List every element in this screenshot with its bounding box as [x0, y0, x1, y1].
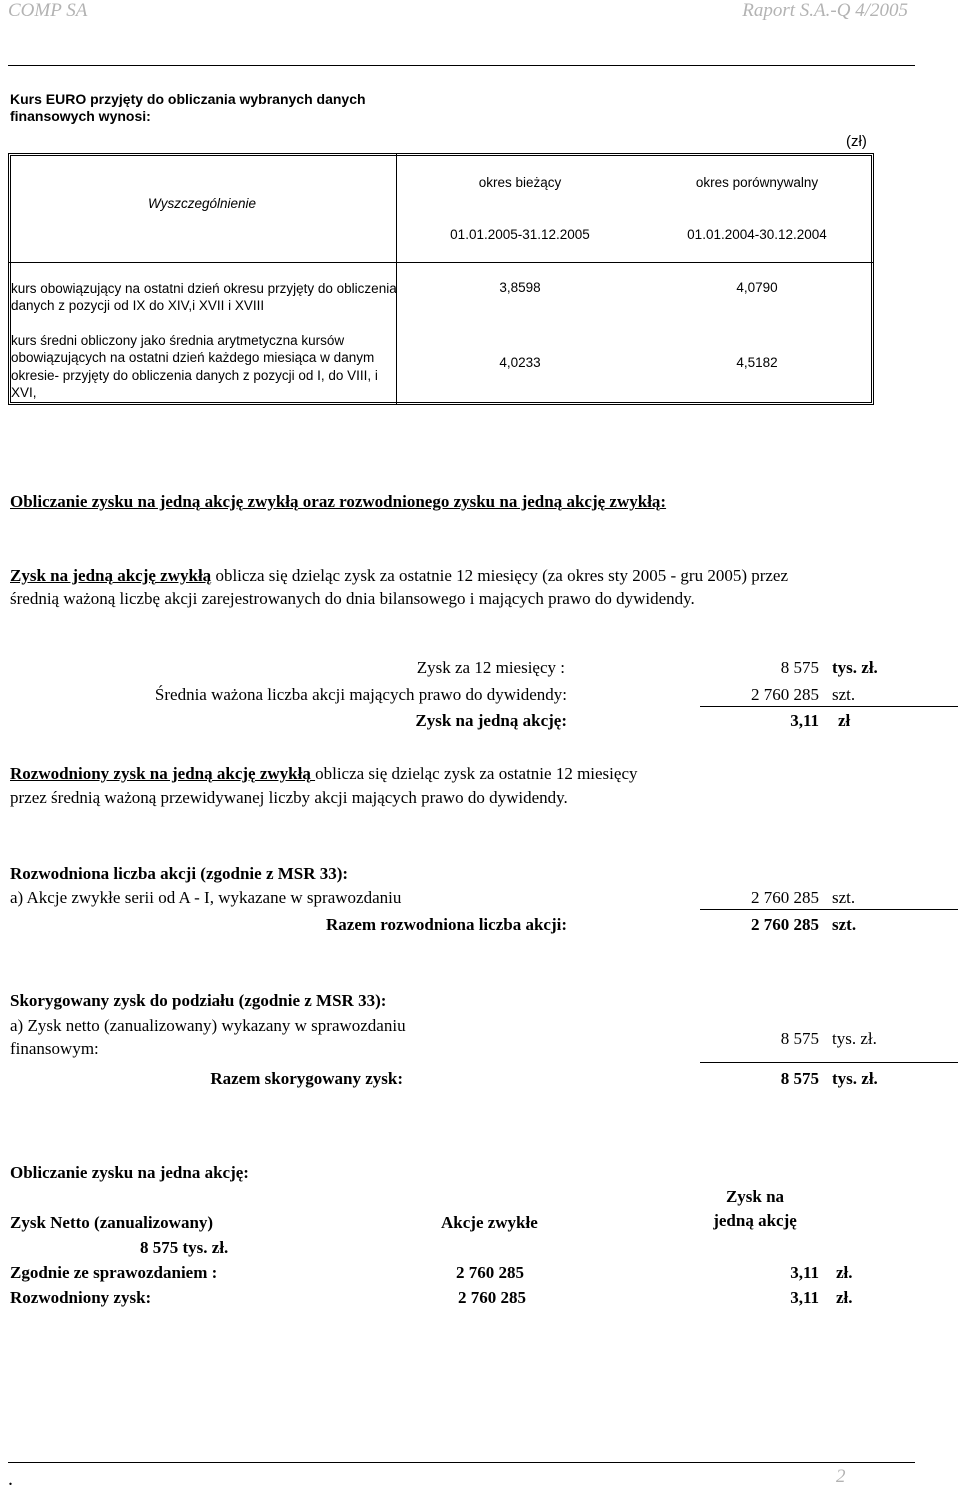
diluted-line-2: przez średnią ważoną przewidywanej liczby akcji mających prawo do dywidendy. [10, 788, 568, 807]
calc-row-1-label: Zgodnie ze sprawozdaniem : [10, 1263, 218, 1282]
shares-unit: szt. [832, 685, 856, 704]
table-row-1-label-line-2: danych z pozycji od IX do XIV,i XVII i XVIII [11, 298, 265, 313]
profit-value: 8 575 [780, 658, 819, 677]
adjusted-item-a-value: 8 575 [780, 1029, 819, 1048]
eps-section-title: Obliczanie zysku na jedną akcję zwykłą oraz rozwodnionego zysku na jedną akcję zwykłą: [10, 492, 667, 511]
eps-paragraph-line-2: średnią ważoną liczbę akcji zarejestrowanych do dnia bilansowego i mających prawo do dywidendy. [10, 589, 695, 608]
table-row-2-prev: 4,5182 [736, 355, 778, 370]
period-current: 01.01.2005-31.12.2005 [450, 227, 590, 242]
shares-value: 2 760 285 [751, 685, 819, 704]
calc-row-1-eps: 3,11 [790, 1263, 819, 1282]
calc-row-2-shares: 2 760 285 [458, 1288, 526, 1307]
diluted-shares-rule [700, 909, 958, 910]
calc-col-net: Zysk Netto (zanualizowany) [10, 1213, 214, 1232]
table-row-2-label-line-4: XVI, [11, 385, 37, 400]
diluted-shares-item-a: a) Akcje zwykłe serii od A - I, wykazane w sprawozdaniu [10, 888, 402, 907]
page-number: 2 [836, 1466, 846, 1487]
eps-paragraph-line-1 [10, 566, 788, 586]
table-divider [396, 153, 397, 405]
diluted-shares-total-label: Razem rozwodniona liczba akcji: [326, 915, 567, 934]
header-rule [8, 65, 915, 66]
shares-rule [700, 706, 958, 707]
footer-rule [8, 1462, 915, 1463]
adjusted-total-label: Razem skorygowany zysk: [210, 1069, 403, 1088]
diluted-shares-total-unit: szt. [832, 915, 857, 934]
adjusted-total-value: 8 575 [780, 1069, 819, 1088]
period-prev: 01.01.2004-30.12.2004 [687, 227, 827, 242]
col-header-current: okres bieżący [478, 175, 562, 190]
adjusted-item-a-line-1: a) Zysk netto (zanualizowany) wykazany w sprawozdaniu [10, 1016, 406, 1035]
eps-value: 3,11 [790, 711, 819, 730]
calc-net-value: 8 575 tys. zł. [140, 1238, 229, 1257]
table-row-1-label-line-1: kurs obowiązujący na ostatni dzień okresu przyjęty do obliczenia [11, 281, 397, 296]
adjusted-item-a-unit: tys. zł. [832, 1029, 877, 1048]
adjusted-total-unit: tys. zł. [832, 1069, 878, 1088]
eps-paragraph-bold: Zysk na jedną akcję zwykłą [10, 566, 212, 585]
diluted-shares-item-a-value: 2 760 285 [751, 888, 819, 907]
diluted-shares-total-value: 2 760 285 [751, 915, 819, 934]
report-title: Raport S.A.-Q 4/2005 [742, 0, 908, 21]
eps-label: Zysk na jedną akcję: [415, 711, 567, 730]
col-header-label: Wyszczególnienie [148, 196, 257, 211]
profit-label: Zysk za 12 miesięcy : [416, 658, 565, 677]
calc-title: Obliczanie zysku na jedna akcję: [10, 1163, 249, 1182]
adjusted-title: Skorygowany zysk do podziału (zgodnie z MSR 33): [10, 991, 387, 1010]
calc-row-1-unit: zł. [836, 1263, 853, 1282]
company-name: COMP SA [8, 0, 88, 21]
table-row-2-current: 4,0233 [499, 355, 541, 370]
table-row-1-prev: 4,0790 [736, 280, 778, 295]
table-header-rule [8, 262, 874, 263]
unit-label: (zł) [846, 133, 867, 150]
diluted-bold: Rozwodniony zysk na jedną akcję zwykłą [10, 764, 316, 783]
adjusted-item-a-line-2: finansowym: [10, 1039, 99, 1058]
diluted-rest: oblicza się dzieląc zysk za ostatnie 12 miesięcy [315, 764, 638, 783]
footer-dot: . [8, 1468, 13, 1490]
intro-line-1: Kurs EURO przyjęty do obliczania wybranych danych [10, 91, 366, 107]
table-row-1-current: 3,8598 [499, 280, 541, 295]
eps-paragraph-rest: oblicza się dzieląc zysk za ostatnie 12 miesięcy (za okres sty 2005 - gru 2005) przez [211, 566, 789, 585]
diluted-shares-title: Rozwodniona liczba akcji (zgodnie z MSR 33): [10, 864, 349, 883]
calc-col-eps-line-1: Zysk na [725, 1187, 785, 1206]
profit-unit: tys. zł. [832, 658, 878, 677]
eps-unit: zł [838, 711, 851, 730]
calc-row-2-unit: zł. [836, 1288, 853, 1307]
diluted-line-1 [10, 764, 638, 784]
calc-row-1-shares: 2 760 285 [456, 1263, 524, 1282]
table-row-2-label-line-2: obowiązujących na ostatni dzień każdego miesiąca w danym [11, 350, 375, 365]
calc-col-shares: Akcje zwykłe [441, 1213, 538, 1232]
diluted-shares-item-a-unit: szt. [832, 888, 856, 907]
calc-col-eps-line-2: jedną akcję [713, 1211, 797, 1230]
table-row-2-label-line-3: okresie- przyjęty do obliczenia danych z pozycji od I, do VIII, i [11, 368, 378, 383]
calc-row-2-eps: 3,11 [790, 1288, 819, 1307]
col-header-prev: okres porównywalny [695, 175, 819, 190]
shares-label: Średnia ważona liczba akcji mających prawo do dywidendy: [154, 685, 567, 704]
intro-line-2: finansowych wynosi: [10, 108, 151, 124]
table-row-2-label-line-1: kurs średni obliczony jako średnia arytmetyczna kursów [11, 333, 345, 348]
calc-row-2-label: Rozwodniony zysk: [10, 1288, 152, 1307]
adjusted-rule [700, 1062, 958, 1063]
